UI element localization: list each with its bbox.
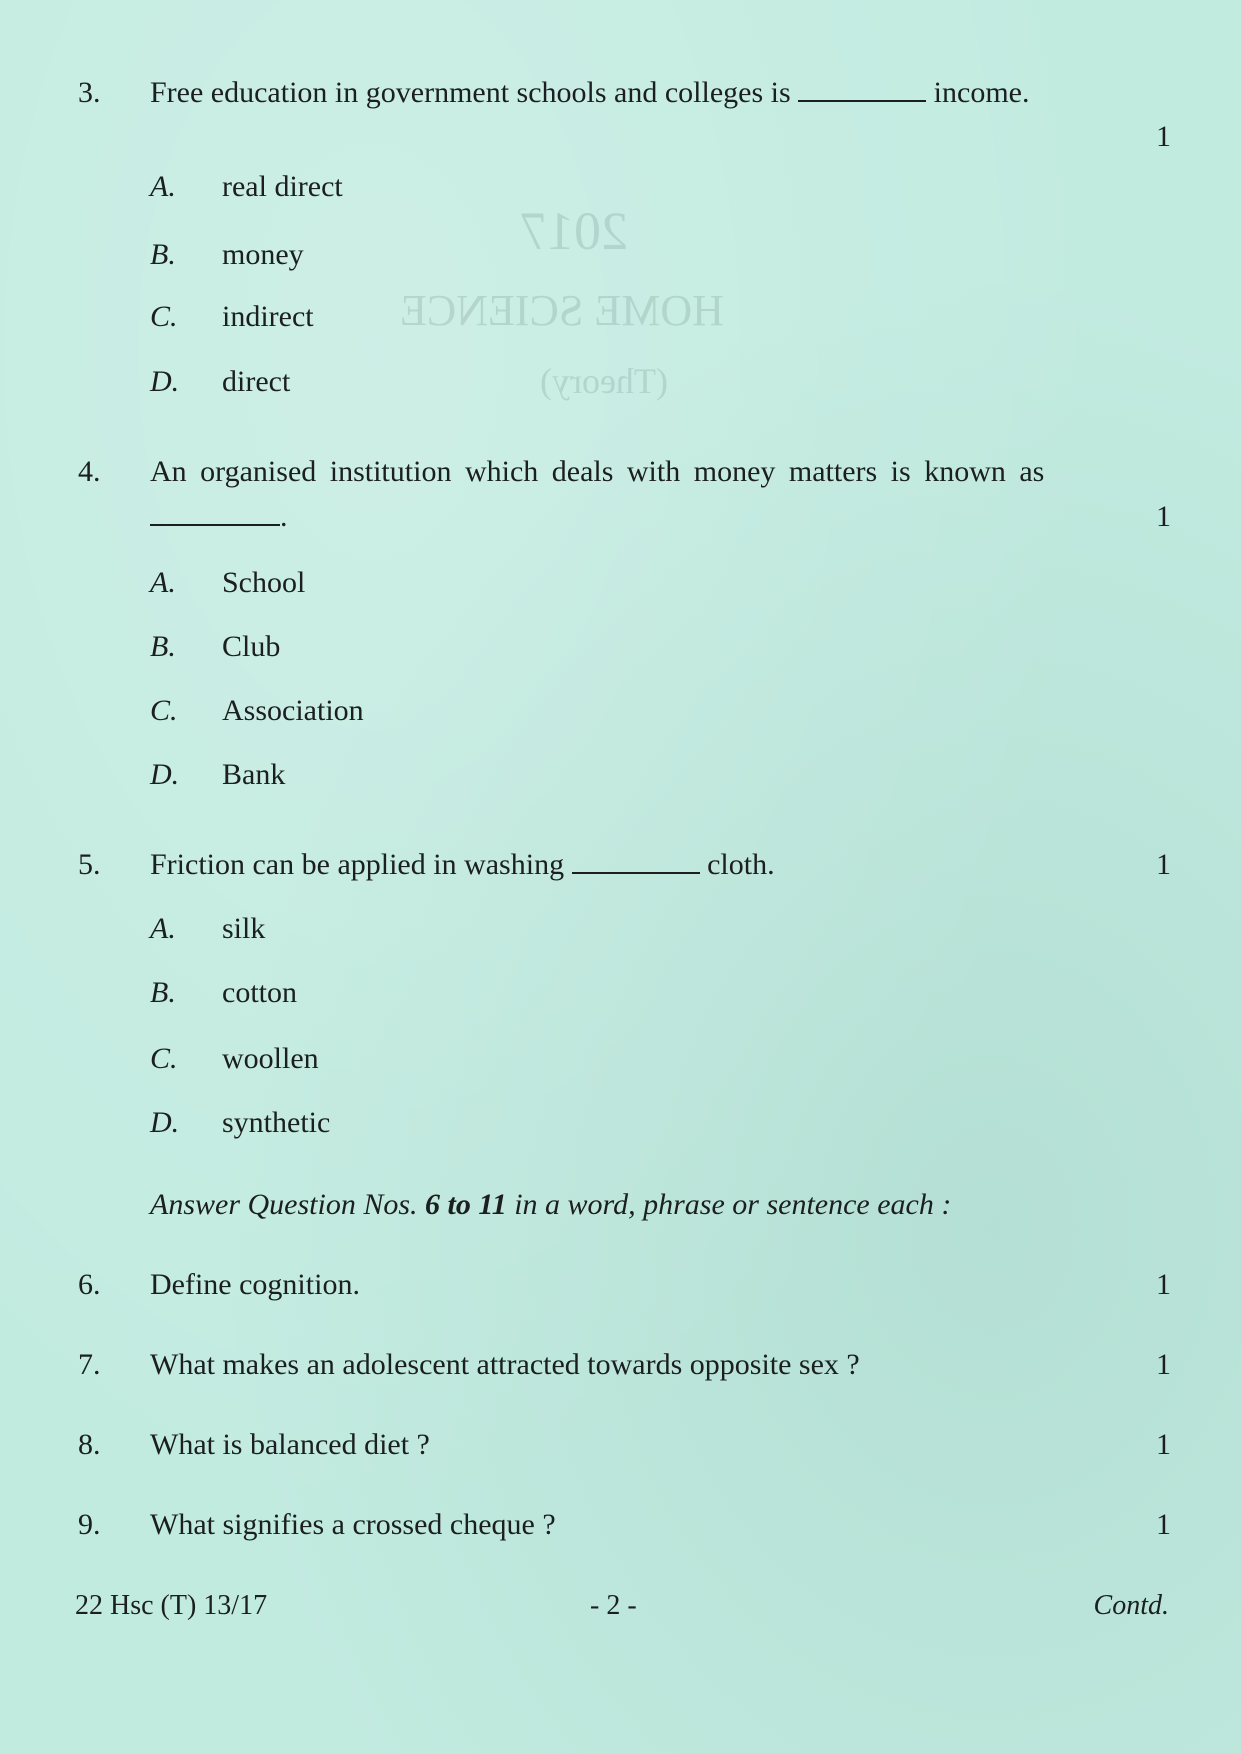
question-marks: 1 [1156, 120, 1171, 153]
question-text-after: income. [933, 76, 1030, 109]
question-marks: 1 [1156, 1428, 1171, 1461]
option-letter: D. [150, 365, 180, 398]
option-letter: A. [150, 912, 176, 945]
option-letter: B. [150, 976, 176, 1009]
question-number: 4. [78, 455, 101, 488]
option-letter: D. [150, 1106, 180, 1139]
option-text: School [222, 566, 306, 599]
option-letter: B. [150, 630, 176, 663]
question-marks: 1 [1156, 848, 1171, 881]
option-text: woollen [222, 1042, 319, 1075]
option-letter: C. [150, 300, 178, 333]
question-text: What makes an adolescent attracted towards opposite sex ? [150, 1348, 860, 1381]
question-text-before: Friction can be applied in washing [150, 848, 565, 881]
bleed-through-text: HOME SCIENCE [400, 286, 724, 335]
question-text: What signifies a crossed cheque ? [150, 1508, 556, 1541]
option-text: direct [222, 365, 291, 398]
instruction-range: 6 to 11 [425, 1188, 507, 1221]
question-number: 8. [78, 1428, 101, 1461]
question-number: 6. [78, 1268, 101, 1301]
question-text: Define cognition. [150, 1268, 360, 1301]
option-letter: C. [150, 694, 178, 727]
bleed-through-text: (Theory) [540, 361, 668, 401]
option-letter: A. [150, 566, 176, 599]
question-marks: 1 [1156, 1268, 1171, 1301]
option-letter: C. [150, 1042, 178, 1075]
question-marks: 1 [1156, 500, 1171, 533]
instruction-prefix: Answer Question Nos. [150, 1188, 426, 1221]
bleed-through-text: 2017 [520, 201, 628, 261]
paper-code: 22 Hsc (T) 13/17 [75, 1590, 268, 1621]
question-text: What is balanced diet ? [150, 1428, 430, 1461]
option-letter: D. [150, 758, 180, 791]
question-number: 7. [78, 1348, 101, 1381]
option-letter: B. [150, 238, 176, 271]
question-text [150, 848, 775, 882]
page-number: - 2 - [590, 1590, 637, 1621]
question-text-before: Free education in government schools and colleges is [150, 76, 791, 109]
answer-blank [150, 502, 280, 526]
question-marks: 1 [1156, 1508, 1171, 1541]
option-text: Association [222, 694, 364, 727]
option-text: indirect [222, 300, 314, 333]
question-number: 5. [78, 848, 101, 881]
question-text-continuation [150, 500, 288, 534]
option-text: money [222, 238, 304, 271]
instruction-suffix: in a word, phrase or sentence each : [506, 1188, 952, 1221]
question-text [150, 76, 1029, 110]
option-text: Bank [222, 758, 286, 791]
question-text-after: cloth. [707, 848, 775, 881]
option-text: real direct [222, 170, 343, 203]
option-text: synthetic [222, 1106, 331, 1139]
option-text: cotton [222, 976, 297, 1009]
option-letter: A. [150, 170, 176, 203]
question-number: 9. [78, 1508, 101, 1541]
option-text: Club [222, 630, 281, 663]
question-marks: 1 [1156, 1348, 1171, 1381]
question-text-end: . [280, 500, 288, 533]
answer-blank [798, 78, 926, 102]
continued-label: Contd. [1093, 1590, 1169, 1621]
question-text: An organised institution which deals with money matters is known as [150, 455, 1045, 488]
option-text: silk [222, 912, 266, 945]
answer-blank [572, 850, 700, 874]
section-instruction [150, 1188, 951, 1222]
question-number: 3. [78, 76, 101, 109]
